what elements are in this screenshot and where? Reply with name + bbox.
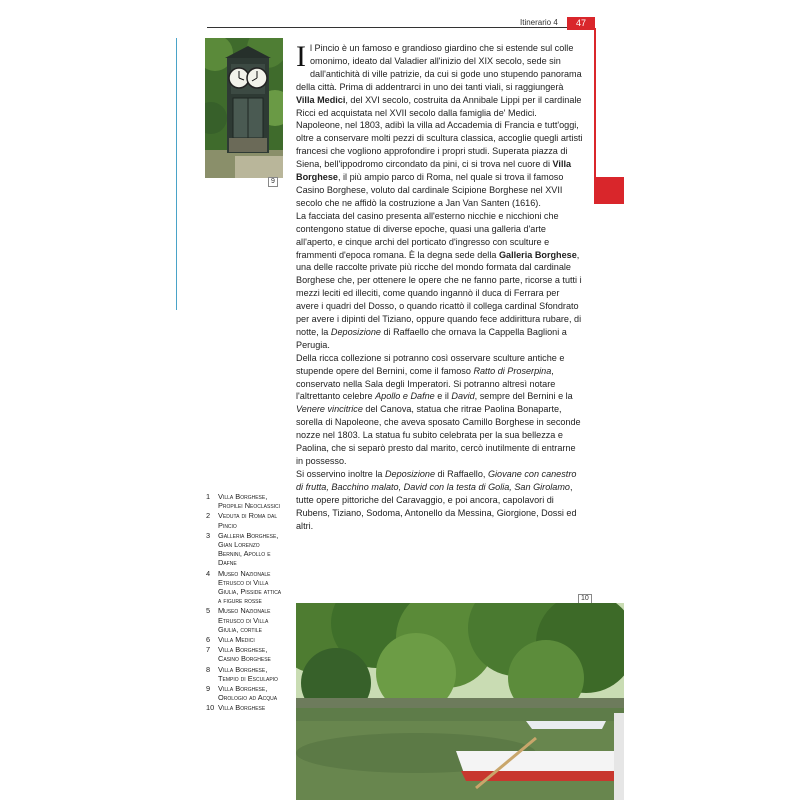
caption-item: 4 Museo Nazionale Etrusco di Villa Giulia, Pisside attica a figure rosse xyxy=(206,568,282,606)
photo-10-number: 10 xyxy=(578,594,592,604)
photo-9-number: 9 xyxy=(268,177,278,187)
paragraph-1: Il Pincio è un famoso e grandioso giardino che si estende sul colle omonimo, ideato dal Valadier all'inizio del XIX secolo, sede sin dall'antichità di ville patrizie, da cui si gode uno stupendo panorama della città. Prima di addentrarci in uno dei tanti viali, si raggiungerà Villa Medici, del XVI secolo, costruita da Annibale Lippi per il cardinale Ricci ed acquistata nel XVII secolo dalla famiglia de' Medici. xyxy=(296,40,582,118)
caption-item: 10 Villa Borghese xyxy=(206,703,266,713)
paragraph-2: Napoleone, nel 1803, adibì la villa ad Accademia di Francia e tutt'oggi, oltre a conservare molti pezzi di scultura classica, accoglie quegli artisti francesi che vogliono approfondire i propri studi. Superata piazza di Siena, bell'ippodromo circondato da pini, ci si trova nel cuore di Villa Borghese, il più ampio parco di Roma, nel quale si trova il famoso Casino Borghese, voluto dal cardinale Scipione Borghese nel XVII secolo che ne affidò la costruzione a Jan Van Santen (1616). xyxy=(296,120,583,208)
body-text xyxy=(296,42,584,532)
caption-item: 6 Villa Medici xyxy=(206,635,255,645)
itinerary-label: Itinerario 4 xyxy=(520,18,558,27)
caption-item: 3 Galleria Borghese, Gian Lorenzo Bernini, Apollo e Dafne xyxy=(206,530,279,568)
caption-item: 9 Villa Borghese, Orologio ad Acqua xyxy=(206,684,278,703)
blue-margin-line xyxy=(176,38,177,310)
red-margin-line xyxy=(594,28,596,178)
page-number: 47 xyxy=(567,17,595,30)
paragraph-3: La facciata del casino presenta all'esterno nicchie e nicchioni che contengono statue di diverse epoche, quasi una galleria d'arte all'aperto, e cinque archi del porticato d'ingresso con sculture e frammenti d'epoca romana. È la degna sede della Galleria Borghese, una delle raccolte private più ricche del mondo formata dal cardinale Borghese che, per ottenere le opere che ne fanno parte, ricorse a tutti i mezzi leciti ed illeciti, come quando ingannò il duca di Ferrara per avere i quadri del Dosso, o quando ricattò il collega cardinal Sfondrato per avere i dipinti del Tiziano, oppure quando fece addirittura rubare, di notte, la Deposizione di Raffaello che ornava la Cappella Baglioni a Perugia. xyxy=(296,210,582,350)
caption-item: 8 Villa Borghese, Tempio di Esculapio xyxy=(206,664,278,683)
caption-item: 5 Museo Nazionale Etrusco di Villa Giulia, cortile xyxy=(206,606,271,634)
caption-item: 7 Villa Borghese, Casino Borghese xyxy=(206,645,271,664)
paragraph-5: Si osservino inoltre la Deposizione di Raffaello, Giovane con canestro di frutta, Bacchino malato, David con la testa di Golia, San Girolamo, tutte opere pittoriche del Caravaggio, e poi ancora, capolavori di Rubens, Tiziano, Sodoma, Antonello da Messina, Giorgione, Dossi ed altri. xyxy=(296,468,577,531)
photo-water-clock xyxy=(205,38,283,178)
paragraph-4: Della ricca collezione si potranno così osservare sculture antiche e stupende opere del Bernini, come il famoso Ratto di Proserpina, conservato nella Sala degli Imperatori. Si potranno altresì notare l'altrettanto celebre Apollo e Dafne e il David, sempre del Bernini e la Venere vincitrice del Canova, statua che ritrae Paolina Bonaparte, sorella di Napoleone, che aveva sposato Camillo Borghese in seconde nozze nel 1803. La statua fu subito celebrata per la sua bellezza e Paolina, che si separò presto dal marito, cercò inutilmente di entrarne in possesso. xyxy=(296,352,581,466)
photo-captions xyxy=(206,492,284,714)
drop-cap: I xyxy=(296,40,306,73)
photo-lake-boats xyxy=(296,603,624,800)
caption-item: 1 Villa Borghese, Propilei Neoclassici xyxy=(206,492,281,511)
header-rule xyxy=(207,27,595,28)
red-tab-marker xyxy=(594,177,624,204)
caption-item: 2 Veduta di Roma dal Pincio xyxy=(206,511,278,530)
